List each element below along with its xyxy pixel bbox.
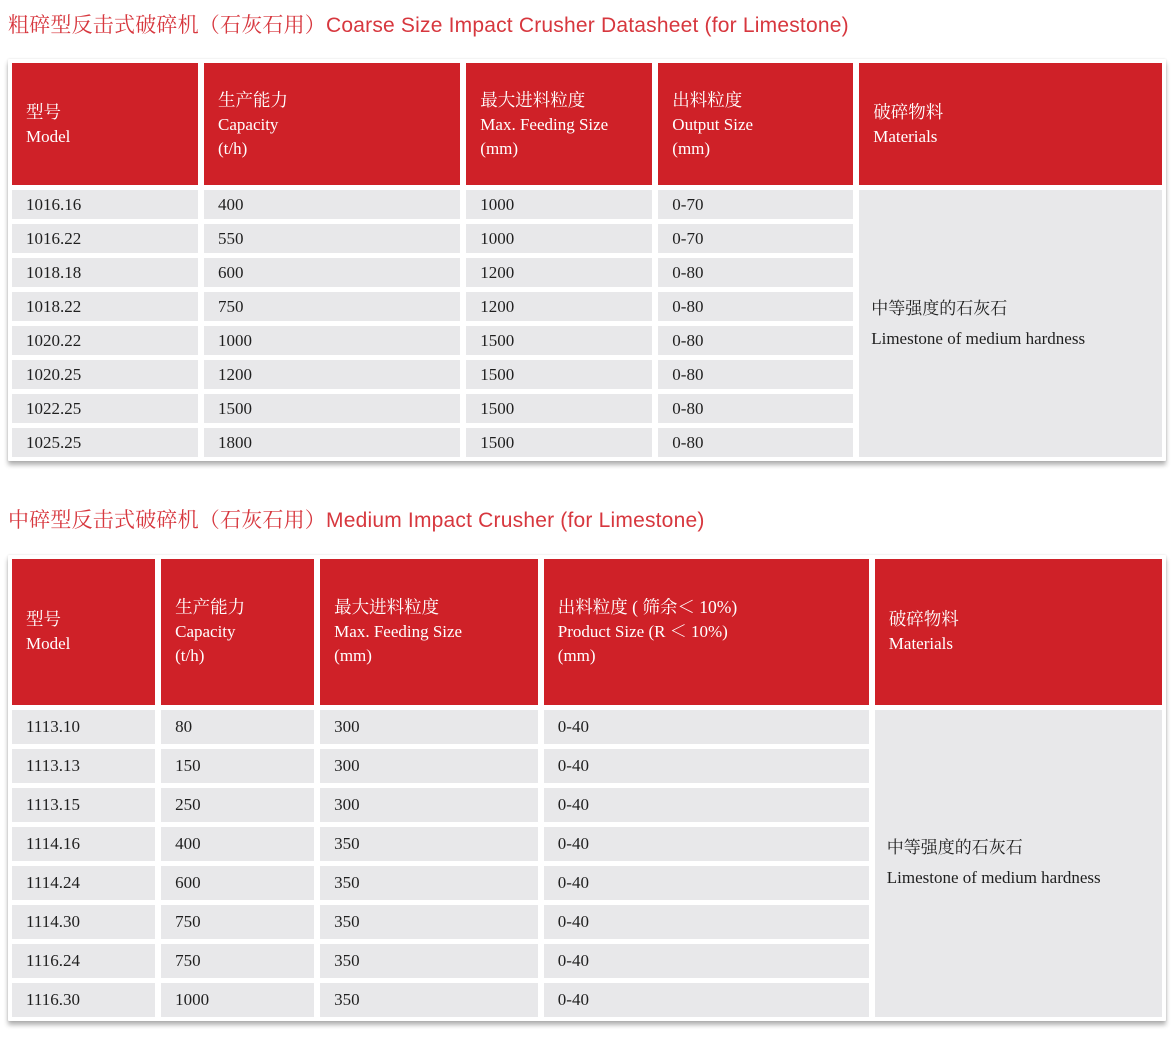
table-card [8, 555, 1166, 1021]
column-header-model-en: Model [26, 633, 71, 653]
cell-output-size: 0-70 [658, 224, 853, 253]
cell-max-feeding-size: 1500 [466, 360, 652, 389]
cell-model: 1113.13 [12, 749, 155, 783]
table-card [8, 59, 1166, 461]
cell-max-feeding-size: 1500 [466, 394, 652, 423]
coarse-crusher-table [12, 63, 1162, 457]
cell-product-size: 0-40 [544, 827, 869, 861]
cell-model: 1016.16 [12, 190, 198, 219]
column-header-product-size-unit: (mm) [557, 646, 596, 666]
cell-max-feeding-size: 1500 [466, 428, 652, 457]
column-header-capacity-zh: 生产能力 [175, 597, 246, 618]
cell-model: 1116.30 [12, 983, 155, 1017]
cell-max-feeding-size: 350 [320, 944, 538, 978]
cell-output-size: 0-80 [658, 326, 853, 355]
cell-max-feeding-size: 300 [320, 749, 538, 783]
cell-model: 1025.25 [12, 428, 198, 457]
column-header-model [12, 63, 198, 185]
column-header-product-size-en: Product Size (R ＜ 10%) [557, 621, 728, 641]
cell-max-feeding-size: 1000 [466, 224, 652, 253]
cell-model: 1020.25 [12, 360, 198, 389]
cell-output-size: 0-80 [658, 394, 853, 423]
cell-max-feeding-size: 350 [320, 983, 538, 1017]
column-header-max-feeding-size-unit: (mm) [480, 138, 519, 158]
cell-capacity: 400 [161, 827, 314, 861]
column-header-max-feeding-size-en: Max. Feeding Size [334, 621, 463, 641]
table-title-coarse: 粗碎型反击式破碎机（石灰石用）Coarse Size Impact Crusher Datasheet (for Limestone) [8, 14, 849, 37]
cell-product-size: 0-40 [544, 710, 869, 744]
cell-model: 1114.24 [12, 866, 155, 900]
table-title-medium: 中碎型反击式破碎机（石灰石用）Medium Impact Crusher (for Limestone) [8, 509, 705, 533]
column-header-max-feeding-size-zh: 最大进料粒度 [480, 89, 586, 110]
cell-capacity: 550 [204, 224, 460, 253]
column-header-model-zh: 型号 [26, 609, 61, 630]
materials-cell [859, 190, 1162, 457]
column-header-capacity-en: Capacity [175, 621, 236, 641]
column-header-capacity [161, 559, 314, 705]
column-header-materials-zh: 破碎物料 [873, 101, 944, 122]
column-header-capacity-en: Capacity [218, 114, 279, 134]
cell-model: 1018.22 [12, 292, 198, 321]
cell-max-feeding-size: 300 [320, 710, 538, 744]
cell-model: 1022.25 [12, 394, 198, 423]
column-header-capacity-zh: 生产能力 [218, 89, 289, 110]
column-header-materials-en: Materials [873, 126, 938, 146]
cell-product-size: 0-40 [544, 905, 869, 939]
cell-product-size: 0-40 [544, 788, 869, 822]
cell-capacity: 250 [161, 788, 314, 822]
cell-output-size: 0-80 [658, 292, 853, 321]
materials-en: Limestone of medium hardness [871, 328, 1086, 348]
cell-capacity: 600 [161, 866, 314, 900]
cell-product-size: 0-40 [544, 866, 869, 900]
column-header-materials [859, 63, 1162, 185]
column-header-max-feeding-size-en: Max. Feeding Size [480, 114, 609, 134]
cell-model: 1114.30 [12, 905, 155, 939]
materials-cell [875, 710, 1162, 1017]
cell-capacity: 750 [161, 905, 314, 939]
materials-zh: 中等强度的石灰石 [871, 299, 1008, 319]
column-header-capacity-unit: (t/h) [175, 646, 205, 666]
cell-model: 1018.18 [12, 258, 198, 287]
cell-output-size: 0-80 [658, 428, 853, 457]
cell-max-feeding-size: 350 [320, 866, 538, 900]
cell-product-size: 0-40 [544, 944, 869, 978]
materials-en: Limestone of medium hardness [886, 868, 1101, 888]
column-header-materials-zh: 破碎物料 [888, 609, 959, 630]
medium-crusher-section [8, 507, 1166, 1020]
column-header-output-size-zh: 出料粒度 [672, 89, 743, 110]
cell-capacity: 750 [161, 944, 314, 978]
column-header-max-feeding-size-unit: (mm) [334, 646, 372, 666]
cell-model: 1113.15 [12, 788, 155, 822]
cell-max-feeding-size: 1200 [466, 292, 652, 321]
cell-max-feeding-size: 1000 [466, 190, 652, 219]
cell-capacity: 1000 [204, 326, 460, 355]
cell-capacity: 400 [204, 190, 460, 219]
cell-max-feeding-size: 1200 [466, 258, 652, 287]
column-header-materials-en: Materials [888, 633, 953, 653]
cell-output-size: 0-70 [658, 190, 853, 219]
cell-max-feeding-size: 300 [320, 788, 538, 822]
cell-max-feeding-size: 350 [320, 905, 538, 939]
cell-model: 1116.24 [12, 944, 155, 978]
column-header-output-size-unit: (mm) [672, 138, 711, 158]
medium-crusher-table [12, 559, 1162, 1017]
cell-max-feeding-size: 1500 [466, 326, 652, 355]
column-header-max-feeding-size [466, 63, 652, 185]
column-header-materials [875, 559, 1162, 705]
column-header-capacity [204, 63, 460, 185]
cell-output-size: 0-80 [658, 360, 853, 389]
cell-capacity: 750 [204, 292, 460, 321]
cell-capacity: 1500 [204, 394, 460, 423]
cell-capacity: 150 [161, 749, 314, 783]
materials-zh: 中等强度的石灰石 [886, 838, 1023, 858]
cell-capacity: 80 [161, 710, 314, 744]
cell-capacity: 1000 [161, 983, 314, 1017]
cell-capacity: 1200 [204, 360, 460, 389]
column-header-product-size [544, 559, 869, 705]
cell-product-size: 0-40 [544, 983, 869, 1017]
column-header-model-zh: 型号 [26, 101, 61, 122]
column-header-max-feeding-size-zh: 最大进料粒度 [334, 597, 440, 618]
cell-capacity: 600 [204, 258, 460, 287]
cell-output-size: 0-80 [658, 258, 853, 287]
cell-model: 1114.16 [12, 827, 155, 861]
coarse-crusher-section [8, 12, 1166, 461]
cell-max-feeding-size: 350 [320, 827, 538, 861]
column-header-capacity-unit: (t/h) [218, 138, 248, 158]
cell-capacity: 1800 [204, 428, 460, 457]
column-header-output-size-en: Output Size [672, 114, 754, 134]
cell-model: 1020.22 [12, 326, 198, 355]
cell-model: 1016.22 [12, 224, 198, 253]
column-header-model-en: Model [26, 126, 71, 146]
column-header-max-feeding-size [320, 559, 538, 705]
cell-model: 1113.10 [12, 710, 155, 744]
cell-product-size: 0-40 [544, 749, 869, 783]
column-header-product-size-zh: 出料粒度 ( 筛余＜ 10%) [557, 597, 738, 618]
column-header-output-size [658, 63, 853, 185]
column-header-model [12, 559, 155, 705]
